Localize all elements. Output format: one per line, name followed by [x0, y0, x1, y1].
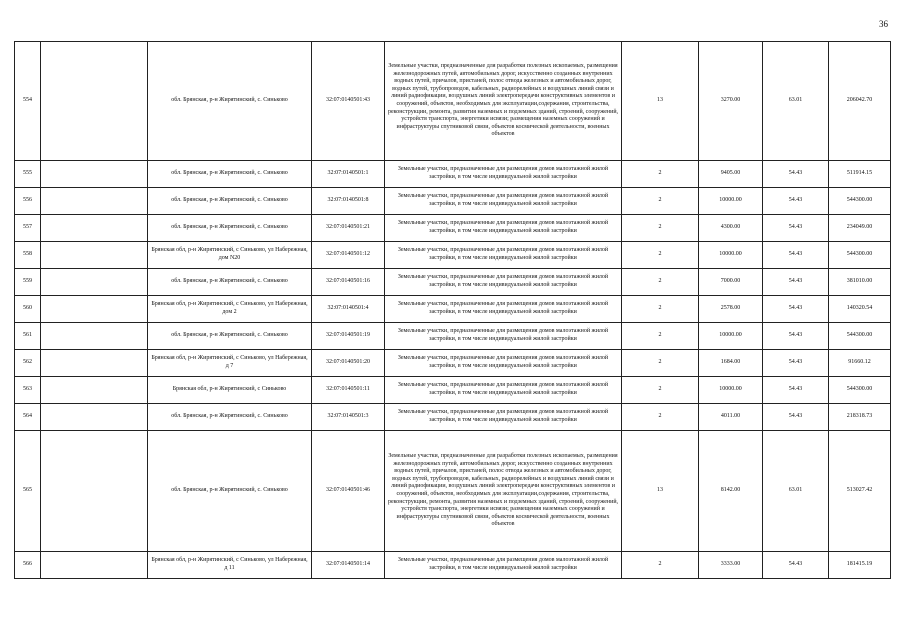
row-number-cell: 564 [15, 404, 41, 431]
table-body [15, 42, 891, 579]
row-number-cell: 557 [15, 215, 41, 242]
address-cell: обл. Брянская, р-н Жирятинский, с. Синьково [148, 269, 312, 296]
area-cell: 2578.00 [699, 296, 763, 323]
table-row [15, 350, 891, 377]
specific-value-cell: 54.43 [763, 552, 829, 579]
cadastral-value-cell: 544300.00 [829, 188, 891, 215]
table-row [15, 431, 891, 552]
table-row [15, 296, 891, 323]
cadastral-number-cell: 32:07:0140501:43 [312, 42, 385, 161]
use-group-cell: 13 [622, 431, 699, 552]
blank-cell [41, 350, 148, 377]
cadastral-value-cell: 181415.19 [829, 552, 891, 579]
cadastral-value-cell: 234049.00 [829, 215, 891, 242]
cadastral-number-cell: 32:07:0140501:20 [312, 350, 385, 377]
land-use-cell: Земельные участки, предназначенные для размещения домов малоэтажной жилой застройки, в том числе индивидуальной жилой застройки [385, 323, 622, 350]
cadastral-number-cell: 32:07:0140501:14 [312, 552, 385, 579]
cadastral-value-cell: 218318.73 [829, 404, 891, 431]
land-registry-table [14, 41, 891, 579]
cadastral-number-cell: 32:07:0140501:8 [312, 188, 385, 215]
table-row [15, 404, 891, 431]
use-group-cell: 2 [622, 215, 699, 242]
cadastral-value-cell: 206042.70 [829, 42, 891, 161]
address-cell: обл. Брянская, р-н Жирятинский, с. Синьково [148, 431, 312, 552]
table-row [15, 242, 891, 269]
land-use-cell: Земельные участки, предназначенные для размещения домов малоэтажной жилой застройки, в том числе индивидуальной жилой застройки [385, 296, 622, 323]
cadastral-number-cell: 32:07:0140501:16 [312, 269, 385, 296]
land-use-cell: Земельные участки, предназначенные для размещения домов малоэтажной жилой застройки, в том числе индивидуальной жилой застройки [385, 269, 622, 296]
specific-value-cell: 54.43 [763, 296, 829, 323]
use-group-cell: 2 [622, 552, 699, 579]
use-group-cell: 2 [622, 377, 699, 404]
area-cell: 10000.00 [699, 377, 763, 404]
address-cell: Брянская обл, р-н Жирятинский, с Синьково, ул Набережная, д 7 [148, 350, 312, 377]
use-group-cell: 2 [622, 242, 699, 269]
use-group-cell: 2 [622, 161, 699, 188]
blank-cell [41, 296, 148, 323]
blank-cell [41, 323, 148, 350]
cadastral-value-cell: 91660.12 [829, 350, 891, 377]
cadastral-number-cell: 32:07:0140501:19 [312, 323, 385, 350]
specific-value-cell: 54.43 [763, 323, 829, 350]
table-row [15, 552, 891, 579]
blank-cell [41, 242, 148, 269]
area-cell: 3333.00 [699, 552, 763, 579]
address-cell: Брянская обл, р-н Жирятинский, с Синьково [148, 377, 312, 404]
row-number-cell: 562 [15, 350, 41, 377]
blank-cell [41, 161, 148, 188]
land-use-cell: Земельные участки, предназначенные для размещения домов малоэтажной жилой застройки, в том числе индивидуальной жилой застройки [385, 242, 622, 269]
cadastral-value-cell: 544300.00 [829, 242, 891, 269]
cadastral-value-cell: 544300.00 [829, 377, 891, 404]
cadastral-value-cell: 381010.00 [829, 269, 891, 296]
area-cell: 9405.00 [699, 161, 763, 188]
row-number-cell: 555 [15, 161, 41, 188]
cadastral-value-cell: 513027.42 [829, 431, 891, 552]
specific-value-cell: 54.43 [763, 242, 829, 269]
table-row [15, 269, 891, 296]
row-number-cell: 566 [15, 552, 41, 579]
cadastral-number-cell: 32:07:0140501:4 [312, 296, 385, 323]
address-cell: обл. Брянская, р-н Жирятинский, с. Синьково [148, 188, 312, 215]
use-group-cell: 2 [622, 269, 699, 296]
blank-cell [41, 404, 148, 431]
specific-value-cell: 54.43 [763, 404, 829, 431]
table-row [15, 188, 891, 215]
specific-value-cell: 54.43 [763, 215, 829, 242]
use-group-cell: 2 [622, 404, 699, 431]
address-cell: обл. Брянская, р-н Жирятинский, с. Синьково [148, 323, 312, 350]
address-cell: Брянская обл, р-н Жирятинский, с Синьково, ул Набережная, дом N20 [148, 242, 312, 269]
use-group-cell: 2 [622, 296, 699, 323]
cadastral-value-cell: 544300.00 [829, 323, 891, 350]
land-use-cell: Земельные участки, предназначенные для размещения домов малоэтажной жилой застройки, в том числе индивидуальной жилой застройки [385, 377, 622, 404]
address-cell: обл. Брянская, р-н Жирятинский, с. Синьково [148, 404, 312, 431]
blank-cell [41, 215, 148, 242]
blank-cell [41, 377, 148, 404]
area-cell: 10000.00 [699, 323, 763, 350]
cadastral-value-cell: 511914.15 [829, 161, 891, 188]
cadastral-number-cell: 32:07:0140501:11 [312, 377, 385, 404]
address-cell: обл. Брянская, р-н Жирятинский, с. Синьково [148, 42, 312, 161]
table-row [15, 42, 891, 161]
row-number-cell: 554 [15, 42, 41, 161]
area-cell: 10000.00 [699, 242, 763, 269]
specific-value-cell: 63.01 [763, 42, 829, 161]
row-number-cell: 559 [15, 269, 41, 296]
row-number-cell: 563 [15, 377, 41, 404]
address-cell: обл. Брянская, р-н Жирятинский, с. Синьково [148, 215, 312, 242]
area-cell: 7000.00 [699, 269, 763, 296]
land-use-cell: Земельные участки, предназначенные для размещения домов малоэтажной жилой застройки, в том числе индивидуальной жилой застройки [385, 404, 622, 431]
use-group-cell: 13 [622, 42, 699, 161]
land-use-cell: Земельные участки, предназначенные для размещения домов малоэтажной жилой застройки, в том числе индивидуальной жилой застройки [385, 188, 622, 215]
use-group-cell: 2 [622, 188, 699, 215]
land-use-cell: Земельные участки, предназначенные для разработки полезных ископаемых, размещения железнодорожных путей, автомобильных дорог, искусственно созданных внутренних водных путей, причалов, пристаней, полос отвода железных и автомобильных дорог, водных путей, трубопроводов, кабельных, радиорелейных и воздушных линий связи и линий радиофикации, воздушных линий электропередачи конструктивных элементов и сооружений, объектов, необходимых для эксплуатации,содержания, строительства, реконструкции, ремонта, развития наземных и подземных зданий, строений, сооружений, устройств транспорта, энергетики исвязи; размещения наземных сооружений и инфраструктуры спутниковой связи, объектов космической деятельности, военных объектов [385, 42, 622, 161]
cadastral-number-cell: 32:07:0140501:12 [312, 242, 385, 269]
row-number-cell: 565 [15, 431, 41, 552]
cadastral-number-cell: 32:07:0140501:3 [312, 404, 385, 431]
specific-value-cell: 54.43 [763, 350, 829, 377]
specific-value-cell: 54.43 [763, 161, 829, 188]
blank-cell [41, 431, 148, 552]
row-number-cell: 558 [15, 242, 41, 269]
area-cell: 3270.00 [699, 42, 763, 161]
address-cell: Брянская обл, р-н Жирятинский, с Синьково, ул Набережная, дом 2 [148, 296, 312, 323]
table-row [15, 161, 891, 188]
area-cell: 4011.00 [699, 404, 763, 431]
row-number-cell: 561 [15, 323, 41, 350]
specific-value-cell: 54.43 [763, 188, 829, 215]
table-row [15, 377, 891, 404]
specific-value-cell: 54.43 [763, 377, 829, 404]
cadastral-number-cell: 32:07:0140501:1 [312, 161, 385, 188]
land-use-cell: Земельные участки, предназначенные для размещения домов малоэтажной жилой застройки, в том числе индивидуальной жилой застройки [385, 350, 622, 377]
land-use-cell: Земельные участки, предназначенные для разработки полезных ископаемых, размещения железнодорожных путей, автомобильных дорог, искусственно созданных внутренних водных путей, причалов, пристаней, полос отвода железных и автомобильных дорог, водных путей, трубопроводов, кабельных, радиорелейных и воздушных линий связи и линий радиофикации, воздушных линий электропередачи конструктивных элементов и сооружений, объектов, необходимых для эксплуатации,содержания, строительства, реконструкции, ремонта, развития наземных и подземных зданий, строений, сооружений, устройств транспорта, энергетики исвязи; размещения наземных сооружений и инфраструктуры спутниковой связи, объектов космической деятельности, военных объектов [385, 431, 622, 552]
use-group-cell: 2 [622, 323, 699, 350]
blank-cell [41, 188, 148, 215]
blank-cell [41, 269, 148, 296]
row-number-cell: 560 [15, 296, 41, 323]
area-cell: 4300.00 [699, 215, 763, 242]
blank-cell [41, 42, 148, 161]
table-row [15, 323, 891, 350]
address-cell: обл. Брянская, р-н Жирятинский, с. Синьково [148, 161, 312, 188]
row-number-cell: 556 [15, 188, 41, 215]
land-use-cell: Земельные участки, предназначенные для размещения домов малоэтажной жилой застройки, в том числе индивидуальной жилой застройки [385, 215, 622, 242]
specific-value-cell: 54.43 [763, 269, 829, 296]
land-use-cell: Земельные участки, предназначенные для размещения домов малоэтажной жилой застройки, в том числе индивидуальной жилой застройки [385, 552, 622, 579]
table-row [15, 215, 891, 242]
page-number: 36 [879, 19, 888, 29]
address-cell: Брянская обл, р-н Жирятинский, с Синьково, ул Набережная, д 11 [148, 552, 312, 579]
specific-value-cell: 63.01 [763, 431, 829, 552]
area-cell: 1684.00 [699, 350, 763, 377]
use-group-cell: 2 [622, 350, 699, 377]
cadastral-number-cell: 32:07:0140501:46 [312, 431, 385, 552]
land-use-cell: Земельные участки, предназначенные для размещения домов малоэтажной жилой застройки, в том числе индивидуальной жилой застройки [385, 161, 622, 188]
cadastral-value-cell: 140320.54 [829, 296, 891, 323]
area-cell: 8142.00 [699, 431, 763, 552]
cadastral-number-cell: 32:07:0140501:21 [312, 215, 385, 242]
area-cell: 10000.00 [699, 188, 763, 215]
blank-cell [41, 552, 148, 579]
